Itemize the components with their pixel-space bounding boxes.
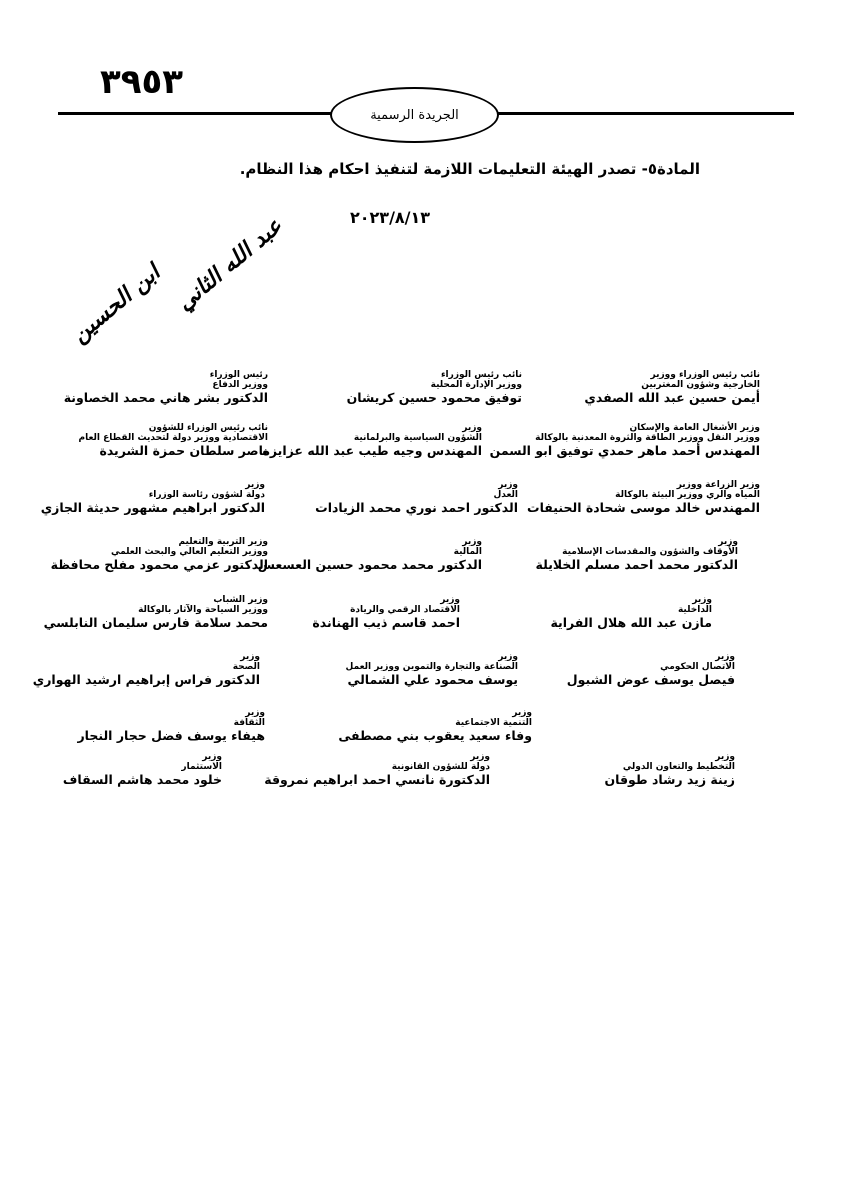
signatory-name: المهندس خالد موسى شحادة الحنيفات: [527, 500, 760, 515]
signatory-title-line: وزير: [470, 752, 490, 762]
signatory-title-line: ووزير الإدارة المحلية: [430, 380, 522, 390]
signatory-block: [258, 537, 482, 572]
signatory-title-line: ووزير التعليم العالي والبحث العلمي: [110, 547, 268, 557]
signatory-title-line: التنمية الاجتماعية: [455, 718, 532, 728]
signatory-name: الدكتور فراس إبراهيم ارشيد الهواري: [32, 672, 260, 687]
signatory-name: وفاء سعيد يعقوب بني مصطفى: [338, 728, 532, 743]
signatory-title-line: الاستثمار: [181, 762, 222, 772]
signatory-block: [490, 423, 760, 458]
king-signature-line1: عبد الله الثاني: [171, 213, 288, 316]
page-number: ٣٩٥٣: [100, 62, 184, 102]
signatory-name: هيفاء يوسف فضل حجار النجار: [77, 728, 265, 743]
signatory-block: [550, 595, 712, 630]
signatory-name: أيمن حسين عبد الله الصفدي: [584, 390, 760, 405]
signatory-title-line: دولة للشؤون القانونية: [391, 762, 490, 772]
signatory-title-line: وزير: [715, 752, 735, 762]
signatory-title-line: الأوقاف والشؤون والمقدسات الإسلامية: [562, 547, 738, 557]
signatory-title-line: الاقتصاد الرقمي والريادة: [350, 605, 460, 615]
signatory-block: [584, 370, 760, 405]
signatory-block: [605, 752, 736, 787]
signatory-block: [527, 480, 760, 515]
signatory-title-line: وزير الشباب: [213, 595, 268, 605]
signatory-name: الدكتورة نانسي احمد ابراهيم نمروقة: [264, 772, 490, 787]
signatory-title-line: الخارجية وشؤون المغتربين: [641, 380, 760, 390]
signatory-block: [77, 708, 265, 743]
signatory-title-line: المياه والري ووزير البيئة بالوكالة: [615, 490, 760, 500]
signatory-block: [264, 752, 490, 787]
signatory-title-line: وزير: [440, 595, 460, 605]
signatory-block: [64, 370, 268, 405]
signatory-title-line: نائب رئيس الوزراء للشؤون: [148, 423, 268, 433]
signatory-name: يوسف محمود علي الشمالي: [347, 672, 518, 687]
signatory-title-line: ووزير الدفاع: [212, 380, 268, 390]
article-text: المادة٥- تصدر الهيئة التعليمات اللازمة لتنفيذ احكام هذا النظام.: [239, 160, 700, 178]
signatory-title-line: وزير: [498, 652, 518, 662]
signatory-title-line: الثقافة: [233, 718, 265, 728]
signatory-name: الدكتور محمد احمد مسلم الخلايلة: [535, 557, 738, 572]
signatory-block: [315, 480, 518, 515]
signatory-title-line: التخطيط والتعاون الدولي: [622, 762, 735, 772]
signatory-title-line: وزير: [512, 708, 532, 718]
signatory-name: الدكتور عزمي محمود مفلح محافظة: [50, 557, 268, 572]
king-signature-line2: ابن الحسين: [66, 259, 166, 348]
signatory-title-line: وزير: [718, 537, 738, 547]
signatory-title-line: الاتصال الحكومي: [660, 662, 735, 672]
signatory-title-line: المالية: [453, 547, 482, 557]
signatory-title-line: العدل: [493, 490, 518, 500]
journal-name: الجريدة الرسمية: [370, 107, 459, 123]
signatory-block: [63, 752, 222, 787]
signatory-block: [536, 537, 738, 572]
signatory-title-line: وزير: [692, 595, 712, 605]
signatory-title-line: وزير: [245, 708, 265, 718]
signatory-title-line: وزير: [462, 537, 482, 547]
signatory-block: [347, 370, 522, 405]
signatory-title-line: رئيس الوزراء: [209, 370, 268, 380]
signatory-title-line: وزير التربية والتعليم: [178, 537, 268, 547]
signatory-title-line: الداخلية: [677, 605, 712, 615]
signatory-title-line: وزير: [245, 480, 265, 490]
document-date: ٢٠٢٣/٨/١٣: [350, 208, 431, 227]
signatory-title-line: نائب رئيس الوزراء: [440, 370, 522, 380]
signatory-name: المهندس وجيه طيب عبد الله عزايزه: [262, 443, 482, 458]
signatory-title-line: ووزير النقل ووزير الطاقة والثروة المعدنية بالوكالة: [535, 433, 760, 443]
signatory-title-line: الصناعة والتجارة والتموين ووزير العمل: [345, 662, 518, 672]
signatory-name: الدكتور محمد محمود حسين العسعس: [257, 557, 482, 572]
signatory-name: زينة زيد رشاد طوقان: [604, 772, 735, 787]
signatory-block: [78, 423, 268, 458]
signatory-block: [44, 595, 268, 630]
signatory-name: ناصر سلطان حمزة الشريدة: [99, 443, 268, 458]
signatory-block: [51, 537, 268, 572]
signatory-name: المهندس أحمد ماهر حمدي توفيق ابو السمن: [489, 443, 760, 458]
signatory-name: احمد قاسم ذيب الهناندة: [312, 615, 460, 630]
signatory-title-line: وزير: [462, 423, 482, 433]
signatory-name: توفيق محمود حسين كريشان: [346, 390, 522, 405]
signatory-title-line: دولة لشؤون رئاسة الوزراء: [148, 490, 265, 500]
signatory-name: الدكتور احمد نوري محمد الزيادات: [315, 500, 518, 515]
signatory-title-line: نائب رئيس الوزراء ووزير: [650, 370, 760, 380]
signatory-title-line: الاقتصادية ووزير دولة لتحديث القطاع العام: [78, 433, 268, 443]
signatory-name: الدكتور بشر هاني محمد الخصاونة: [63, 390, 268, 405]
signatory-title-line: وزير الزراعة ووزير: [676, 480, 760, 490]
signatory-block: [338, 708, 532, 743]
signatory-name: محمد سلامة فارس سليمان النابلسي: [43, 615, 268, 630]
signatory-block: [263, 423, 482, 458]
signatory-name: خلود محمد هاشم السقاف: [62, 772, 222, 787]
signatory-block: [567, 652, 735, 687]
signatory-block: [33, 652, 260, 687]
signatory-title-line: ووزير السياحة والآثار بالوكالة: [138, 605, 268, 615]
signatory-title-line: وزير الأشغال العامة والإسكان: [629, 423, 760, 433]
signatory-title-line: وزير: [240, 652, 260, 662]
signatory-block: [312, 595, 460, 630]
signatory-name: الدكتور ابراهيم مشهور حديثة الجازي: [40, 500, 265, 515]
signatory-name: فيصل يوسف عوض الشبول: [566, 672, 735, 687]
signatory-title-line: وزير: [498, 480, 518, 490]
signatory-block: [41, 480, 265, 515]
signatory-title-line: وزير: [715, 652, 735, 662]
journal-name-oval: [330, 87, 499, 143]
signatory-title-line: وزير: [202, 752, 222, 762]
signatory-title-line: الشؤون السياسية والبرلمانية: [353, 433, 482, 443]
signatory-name: مازن عبد الله هلال الفراية: [550, 615, 712, 630]
signatory-block: [346, 652, 518, 687]
signatory-title-line: الصحة: [232, 662, 260, 672]
